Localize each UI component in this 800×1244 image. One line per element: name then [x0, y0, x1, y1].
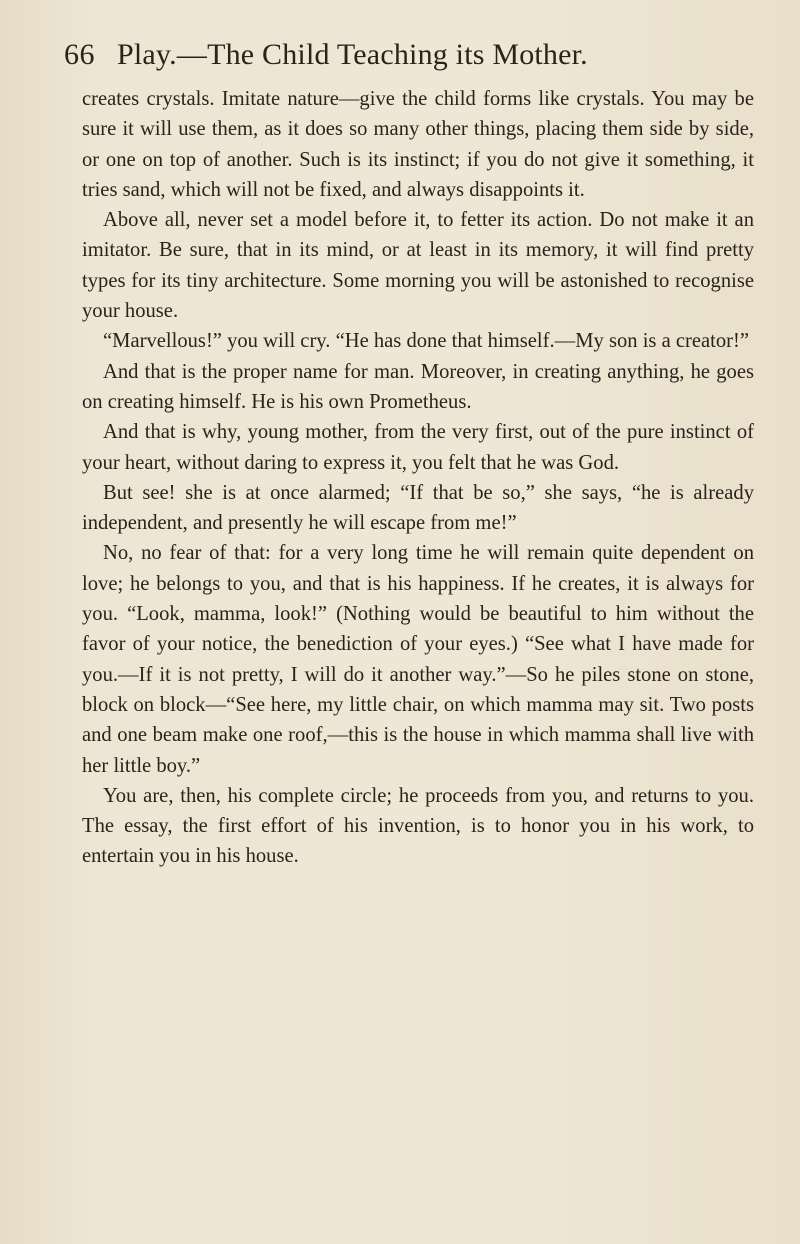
- paragraph: “Marvellous!” you will cry. “He has done that himself.—My son is a creator!”: [103, 330, 750, 353]
- body-text: [82, 84, 754, 872]
- paragraph: And that is why, young mother, from the very first, out of the pure instinct of your heart, without daring to express it, you felt that he was God.: [82, 421, 754, 474]
- paragraph: You are, then, his complete circle; he proceeds from you, and returns to you. The essay, the first effort of his invention, is to honor you in his work, to entertain you in his house.: [82, 784, 754, 868]
- page-header: [64, 38, 754, 78]
- paragraph: But see! she is at once alarmed; “If that be so,” she says, “he is already independent, and presently he will escape from me!”: [82, 481, 754, 535]
- running-head: Play.—The Child Teaching its Mother.: [117, 38, 588, 71]
- paragraph: And that is the proper name for man. Moreover, in creating anything, he goes on creating himself. He is his own Prometheus.: [82, 360, 754, 413]
- page-number: 66: [64, 38, 95, 71]
- paragraph: creates crystals. Imitate nature—give the child forms like crystals. You may be sure it will use them, as it does so many other things, placing them side by side, or one on top of another. Such is its instinct; if you do not give it something, it tries sand, which will not be fixed, and always disappoints it.: [82, 88, 754, 201]
- paragraph: Above all, never set a model before it, to fetter its action. Do not make it an imitator. Be sure, that in its mind, or at least in its memory, it will find pretty types for its tiny architecture. Some morning you will be astonished to recognise your house.: [82, 209, 754, 323]
- paragraph: No, no fear of that: for a very long time he will remain quite dependent on love; he belongs to you, and that is his happiness. If he creates, it is always for you. “Look, mamma, look!” (Nothing would be beautiful to him without the favor of your notice, the benediction of your eyes.) “See what I have made for you.—If it is not pretty, I will do it another way.”—So he piles stone on stone, block on block—“See here, my little chair, on which mamma may sit. Two posts and one beam make one roof,—this is the house in which mamma shall live with her little boy.”: [82, 542, 754, 777]
